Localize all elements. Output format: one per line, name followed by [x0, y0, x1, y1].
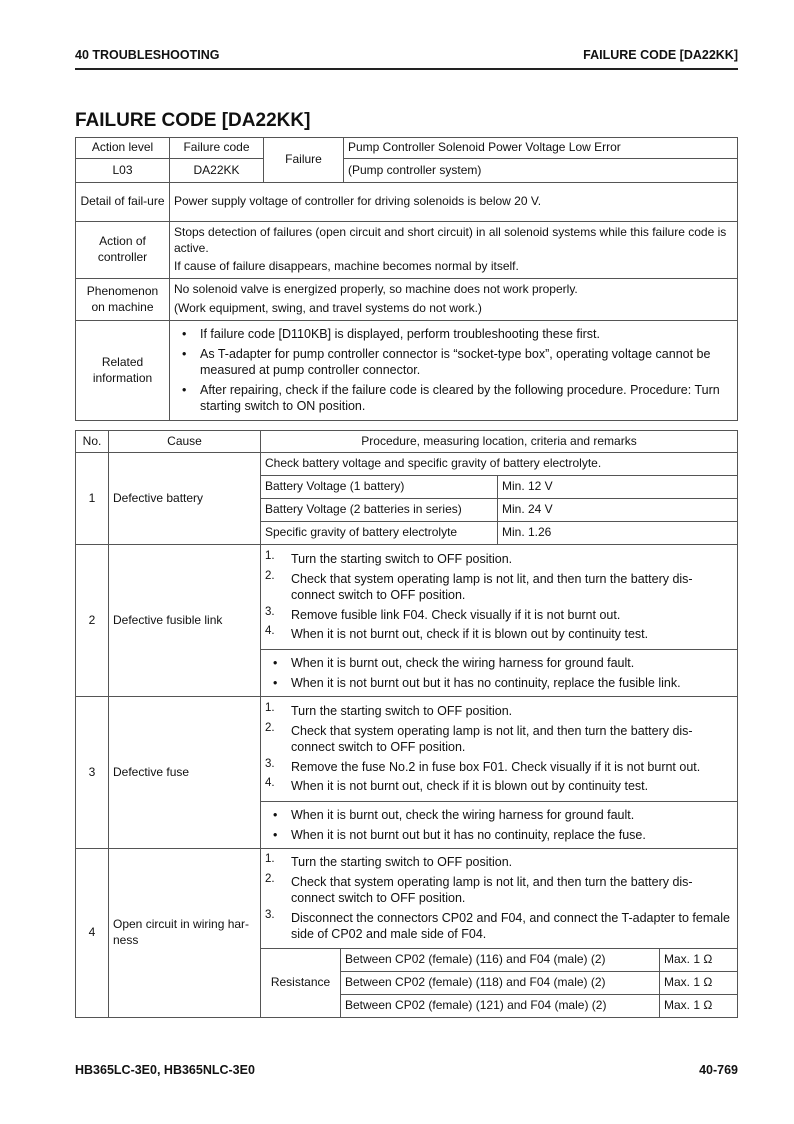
header-section: 40 TROUBLESHOOTING — [75, 48, 220, 62]
table-row: Between CP02 (female) (121) and F04 (male) (2) — [341, 994, 660, 1017]
cause-4-no: 4 — [76, 849, 109, 1018]
failure-name: Pump Controller Solenoid Power Voltage Low Error — [344, 138, 738, 159]
criteria-value: Min. 24 V — [498, 499, 738, 522]
list-item: • When it is burnt out, check the wiring harness for ground fault. — [273, 808, 635, 822]
resistance-label: Resistance — [261, 948, 341, 1017]
list-item: 2. Check that system operating lamp is not lit, and then turn the battery dis-connect switch to OFF position. — [265, 569, 693, 603]
page-number: 40-769 — [699, 1063, 738, 1077]
page-footer — [75, 1063, 738, 1077]
table-row: Battery Voltage (2 batteries in series) — [261, 499, 498, 522]
list-item: 2. Check that system operating lamp is not lit, and then turn the battery dis-connect switch to OFF position. — [265, 872, 693, 905]
list-item: 1. Turn the starting switch to OFF position. — [265, 702, 513, 719]
cause-1-name: Defective battery — [109, 453, 261, 545]
action-text: Stops detection of failures (open circuit and short circuit) in all solenoid systems while this failure code is active. If cause of failure disappears, machine becomes normal by itself. — [170, 222, 738, 279]
phenomenon-label: Phenomenon on machine — [76, 279, 170, 321]
list-item: 3. Remove fusible link F04. Check visually if it is not burnt out. — [265, 605, 621, 622]
cause-table — [75, 430, 738, 1018]
failure-info-table — [75, 137, 738, 421]
related-label: Related information — [76, 321, 170, 421]
detail-text: Power supply voltage of controller for driving solenoids is below 20 V. — [170, 183, 738, 222]
action-level-value: L03 — [76, 159, 170, 183]
list-item: • When it is burnt out, check the wiring harness for ground fault. — [273, 656, 635, 670]
footer-model: HB365LC-3E0, HB365NLC-3E0 — [75, 1063, 255, 1077]
table-row: Specific gravity of battery electrolyte — [261, 522, 498, 545]
failure-system: (Pump controller system) — [344, 159, 738, 183]
failure-label: Failure — [264, 138, 344, 183]
cause-1-intro: Check battery voltage and specific gravity of battery electrolyte. — [261, 453, 738, 476]
cause-1-no: 1 — [76, 453, 109, 545]
list-item: 1. Turn the starting switch to OFF position. — [265, 550, 513, 567]
cause-2-remarks — [261, 650, 738, 697]
cause-3-steps — [261, 697, 738, 802]
cause-4-steps — [261, 849, 738, 949]
list-item: 4. When it is not burnt out, check if it is blown out by continuity test. — [265, 625, 649, 642]
header-code: FAILURE CODE [DA22KK] — [583, 48, 738, 62]
list-item: 3. Remove the fuse No.2 in fuse box F01. Check visually if it is not burnt out. — [265, 757, 701, 774]
col-cause: Cause — [109, 431, 261, 453]
failure-code-label: Failure code — [170, 138, 264, 159]
list-item: 2. Check that system operating lamp is not lit, and then turn the battery dis-connect switch to OFF position. — [265, 721, 693, 755]
page-title: FAILURE CODE [DA22KK] — [75, 110, 311, 131]
cause-4-name: Open circuit in wiring har-ness — [109, 849, 261, 1018]
cause-2-no: 2 — [76, 545, 109, 697]
cause-2-steps — [261, 545, 738, 650]
phenomenon-text: No solenoid valve is energized properly, so machine does not work properly. (Work equipment, swing, and travel systems do not work.) — [170, 279, 738, 321]
criteria-value: Min. 12 V — [498, 476, 738, 499]
table-row: Battery Voltage (1 battery) — [261, 476, 498, 499]
list-item: 4. When it is not burnt out, check if it is blown out by continuity test. — [265, 777, 649, 794]
col-no: No. — [76, 431, 109, 453]
list-item: • If failure code [D110KB] is displayed, perform troubleshooting these first. — [182, 327, 600, 342]
cause-3-no: 3 — [76, 697, 109, 849]
failure-code-value: DA22KK — [170, 159, 264, 183]
table-row: Between CP02 (female) (118) and F04 (male) (2) — [341, 971, 660, 994]
criteria-value: Min. 1.26 — [498, 522, 738, 545]
cause-2-name: Defective fusible link — [109, 545, 261, 697]
list-item: • As T-adapter for pump controller connector is “socket-type box”, operating voltage cannot be measured at pump controller connector. — [182, 346, 711, 378]
list-item: 3. Disconnect the connectors CP02 and F04, and connect the T-adapter to female side of CP02 and male side of F04. — [265, 908, 730, 941]
cause-3-remarks — [261, 802, 738, 849]
action-level-label: Action level — [76, 138, 170, 159]
page-header — [75, 48, 738, 70]
list-item: • When it is not burnt out but it has no continuity, replace the fuse. — [273, 827, 646, 842]
action-label: Action of controller — [76, 222, 170, 279]
criteria-value: Max. 1 Ω — [660, 948, 738, 971]
criteria-value: Max. 1 Ω — [660, 971, 738, 994]
detail-label: Detail of fail-ure — [76, 183, 170, 222]
criteria-value: Max. 1 Ω — [660, 994, 738, 1017]
list-item: • After repairing, check if the failure code is cleared by the following procedure. Procedure: Turn starting switch to ON position. — [182, 382, 720, 414]
col-procedure: Procedure, measuring location, criteria and remarks — [261, 431, 738, 453]
related-info — [170, 321, 738, 421]
cause-3-name: Defective fuse — [109, 697, 261, 849]
table-row: Between CP02 (female) (116) and F04 (male) (2) — [341, 948, 660, 971]
list-item: 1. Turn the starting switch to OFF position. — [265, 853, 513, 869]
list-item: • When it is not burnt out but it has no continuity, replace the fusible link. — [273, 675, 681, 690]
